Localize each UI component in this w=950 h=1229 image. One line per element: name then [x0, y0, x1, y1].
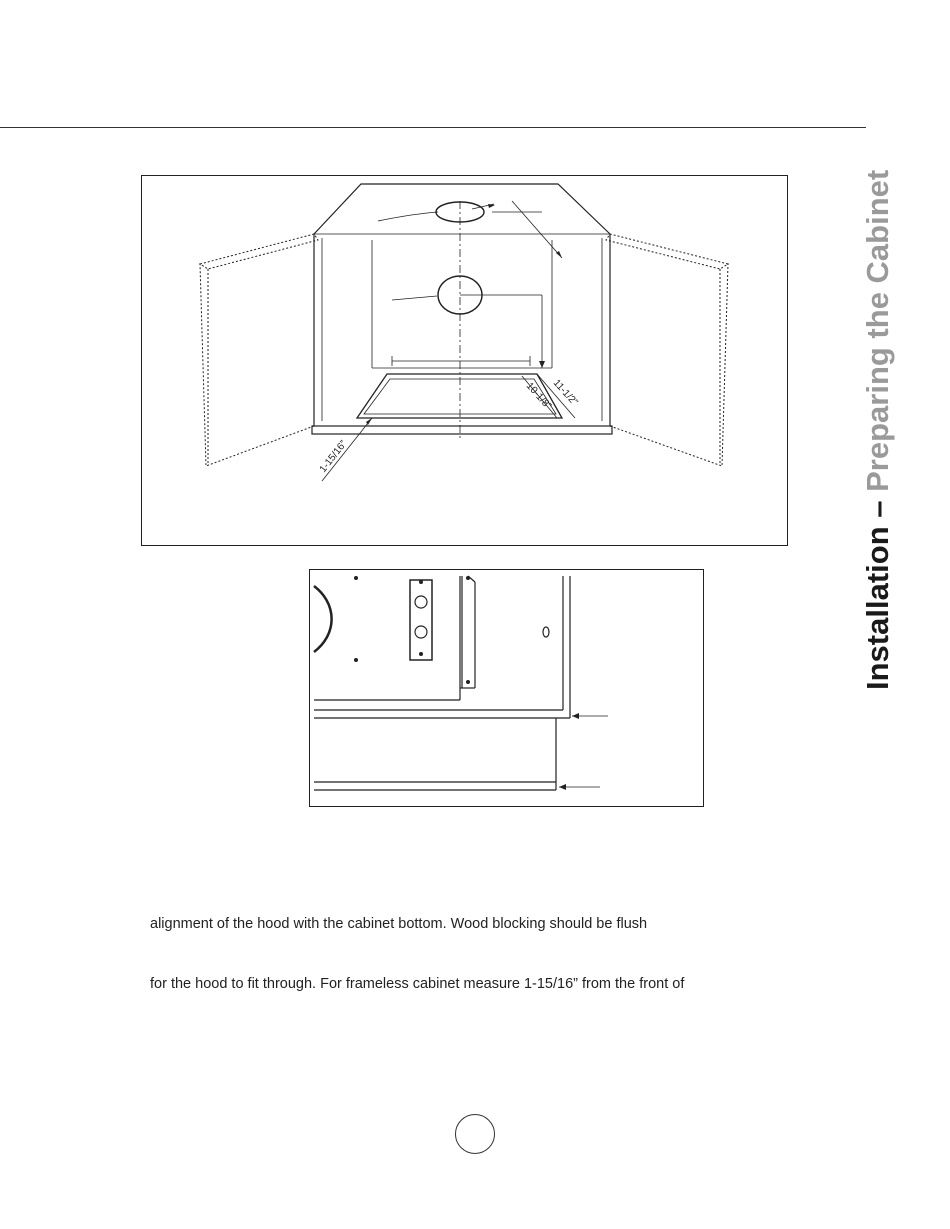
section-title-prefix: Installation –	[860, 491, 895, 690]
dim-width-label: 10-1/8”	[523, 380, 554, 412]
cabinet-detail-drawing	[310, 570, 703, 806]
page-number-circle	[455, 1114, 495, 1154]
dim-front-label: 1-15/16”	[317, 438, 350, 475]
dim-depth-label: 11-1/2”	[550, 377, 580, 409]
body-text-line-2: for the hood to fit through. For frameless cabinet measure 1-15/16” from the front of	[150, 976, 685, 992]
body-text-line-1: alignment of the hood with the cabinet bottom. Wood blocking should be flush	[150, 916, 648, 932]
cabinet-top-outline	[314, 184, 610, 234]
section-title-suffix: Preparing the Cabinet	[860, 169, 895, 492]
section-title	[858, 130, 898, 690]
cabinet-perspective-figure	[141, 175, 788, 546]
cabinet-perspective-drawing	[142, 176, 787, 545]
header-rule	[0, 127, 866, 128]
cabinet-detail-figure	[309, 569, 704, 807]
